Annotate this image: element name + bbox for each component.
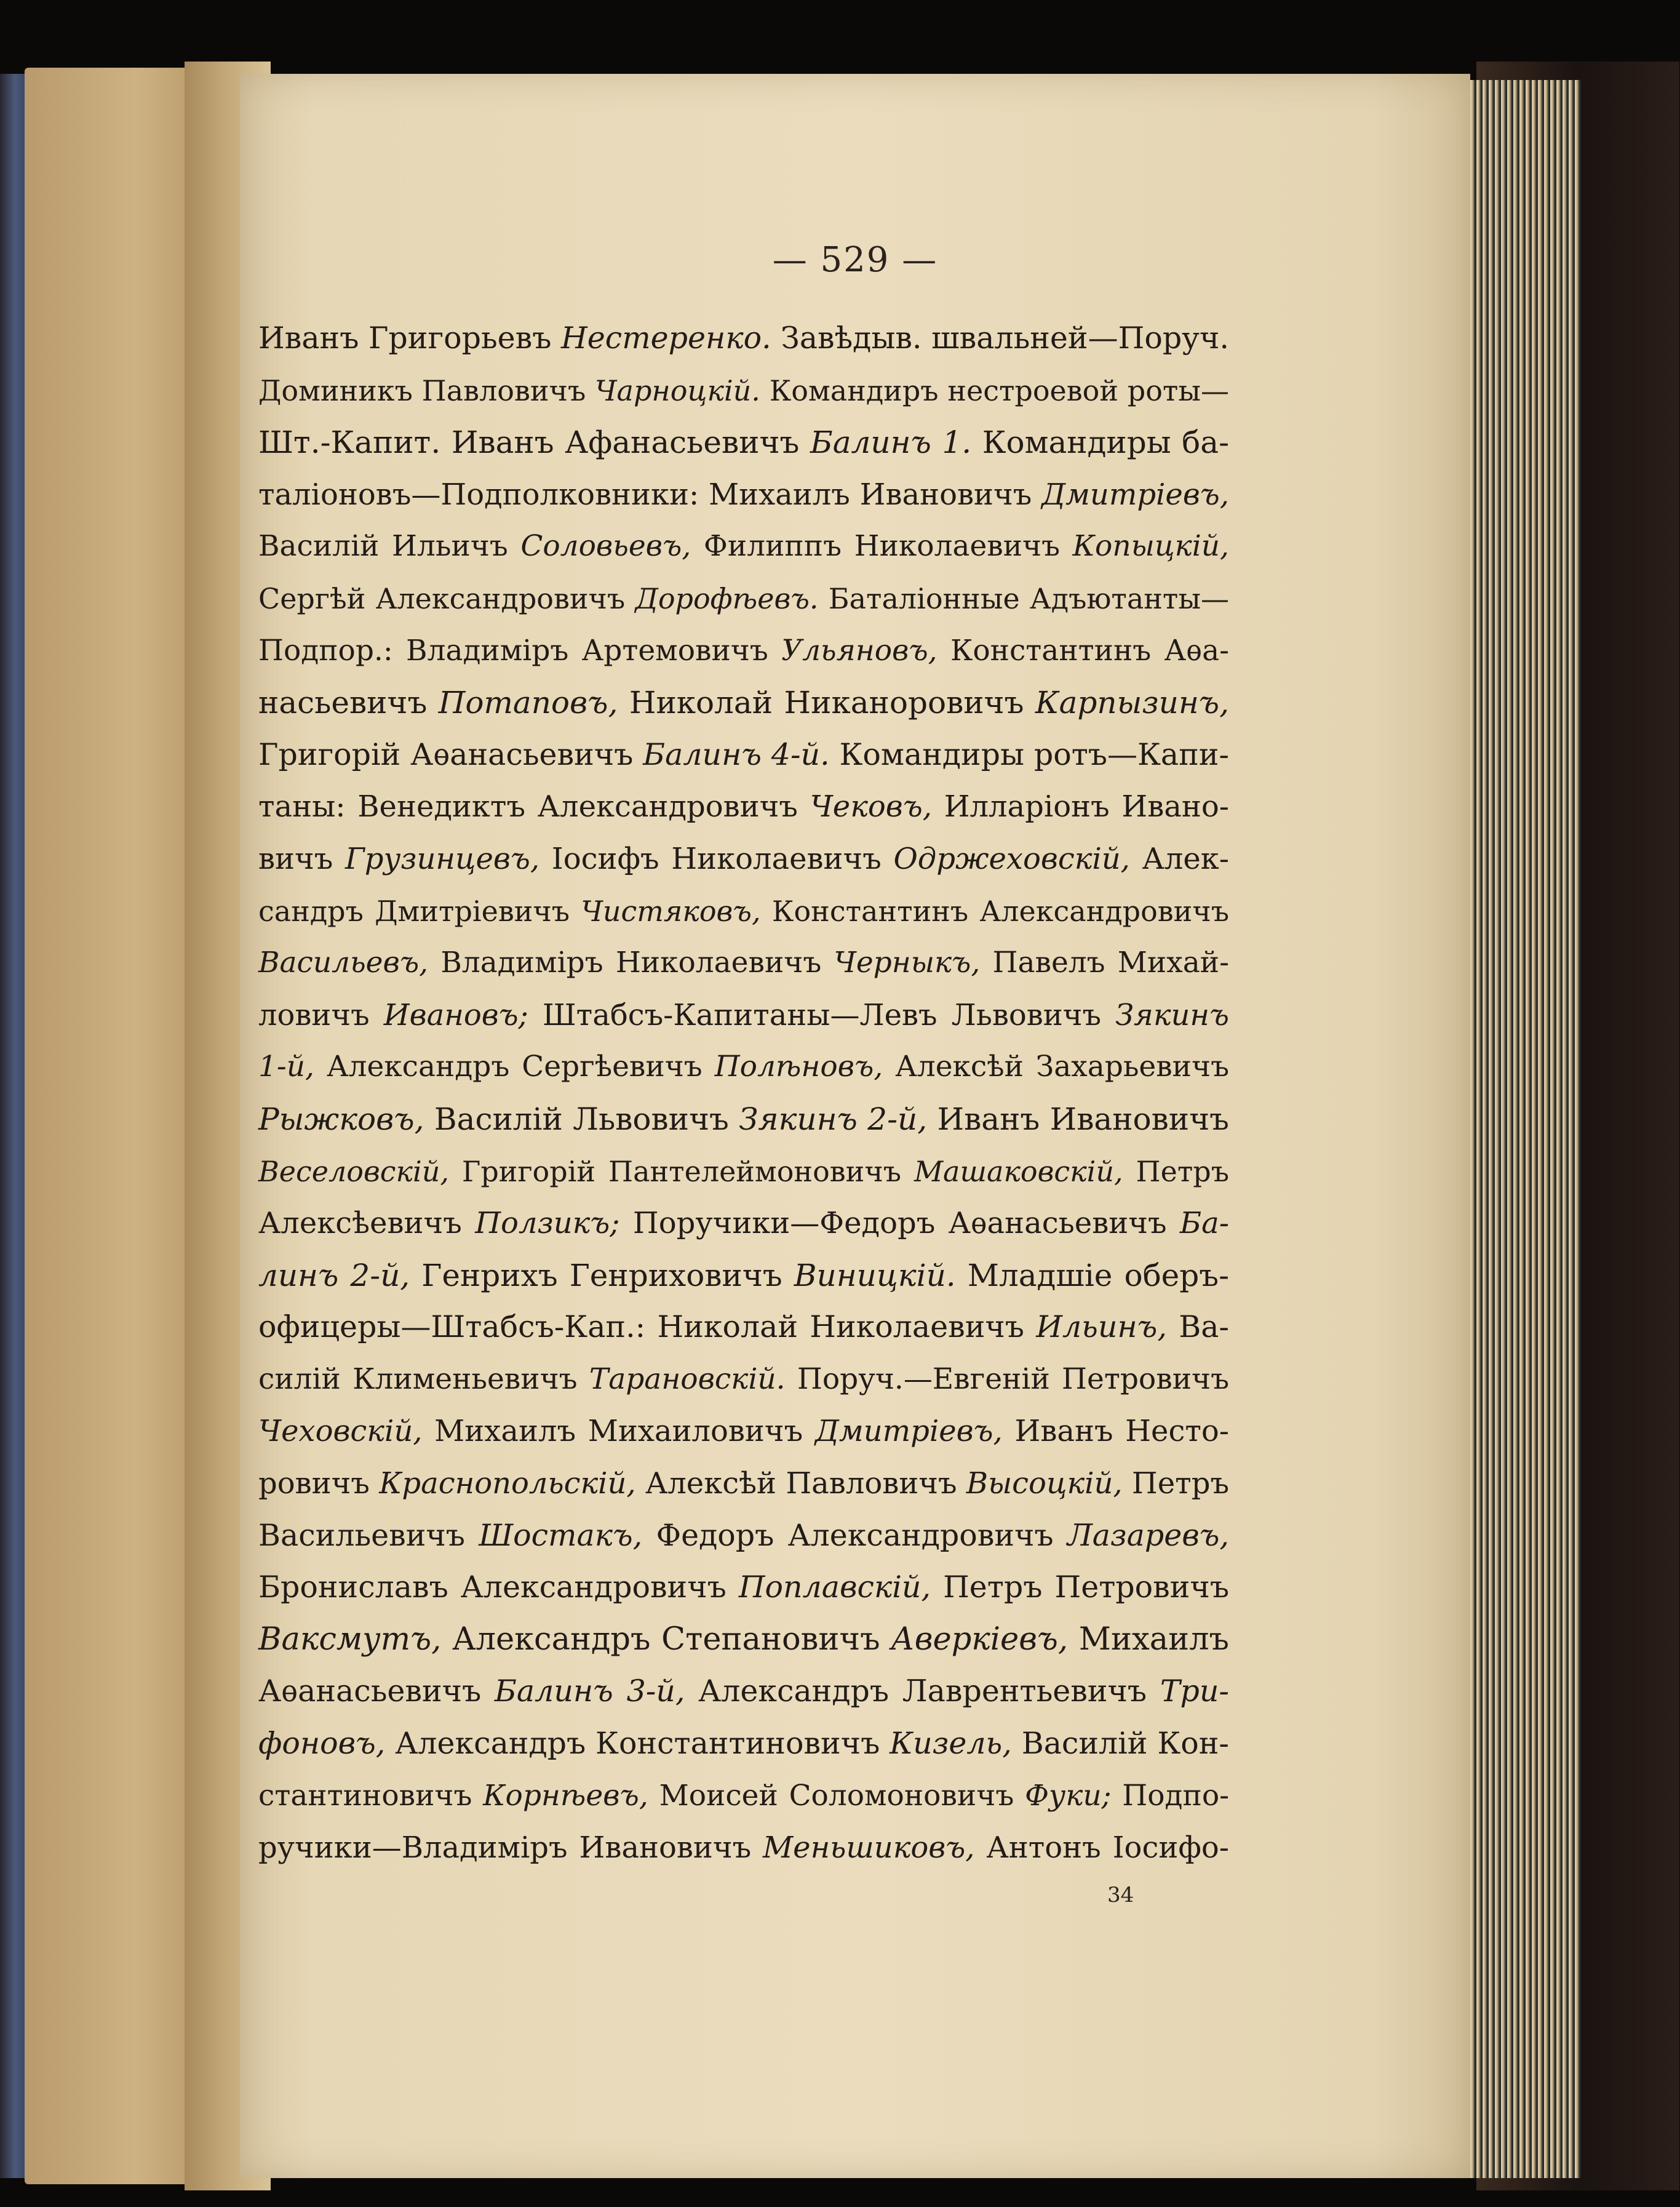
italic-name: 1-й,: [258, 1050, 314, 1084]
italic-name: Поплавскій,: [738, 1570, 931, 1605]
text-line: [258, 1197, 1229, 1250]
text-run: Илларіонъ Ивано-: [931, 789, 1230, 824]
text-run: сандръ Дмитріевичъ: [258, 894, 581, 928]
text-run: Константинъ Аѳа-: [937, 633, 1229, 668]
italic-name: Васильевъ,: [258, 946, 429, 980]
italic-name: Балинъ 4-й.: [643, 736, 830, 772]
italic-name: Чарноцкій.: [594, 373, 760, 407]
text-run: Сергѣй Александровичъ: [258, 581, 635, 615]
italic-name: Кизель,: [890, 1726, 1012, 1762]
italic-name: Ульяновъ,: [781, 633, 938, 668]
italic-name: Чеховскій,: [258, 1414, 423, 1449]
italic-name: Карпызинъ,: [1035, 685, 1229, 721]
text-line: [258, 417, 1229, 469]
text-run: Алексѣй Павловичъ: [635, 1466, 966, 1501]
italic-name: Корнѣевъ,: [483, 1778, 648, 1813]
italic-name: Рыжковъ,: [258, 1101, 424, 1137]
text-line: [258, 885, 1229, 938]
italic-name: Дмитріевъ,: [1041, 477, 1229, 512]
text-run: Ва-: [1166, 1309, 1229, 1345]
text-run: Младшіе оберъ-: [955, 1257, 1229, 1293]
text-run: Васильевичъ: [258, 1517, 479, 1553]
text-run: Филиппъ Николаевичъ: [691, 529, 1073, 564]
page-edges: [1458, 80, 1581, 2178]
text-run: Константинъ Александровичъ: [760, 894, 1230, 928]
italic-name: Шостакъ,: [479, 1517, 643, 1553]
text-line: [258, 1666, 1229, 1718]
text-run: Алексѣй Захарьевичъ: [883, 1050, 1229, 1084]
text-run: офицеры—Штабсъ-Кап.: Николай Николаевичъ: [258, 1309, 1037, 1345]
text-line: [258, 313, 1229, 365]
italic-name: Грузинцевъ,: [344, 841, 540, 876]
italic-name: Зякинъ: [1115, 997, 1230, 1032]
italic-name: Ваксмутъ,: [258, 1621, 442, 1658]
text-run: Штабсъ-Капитаны—Левъ Львовичъ: [528, 997, 1116, 1032]
italic-name: Краснопольскій,: [379, 1466, 636, 1501]
italic-name: Соловьевъ,: [520, 529, 691, 564]
italic-name: Нестеренко.: [561, 321, 771, 356]
text-run: Моисей Соломоновичъ: [648, 1778, 1025, 1813]
left-page-edge: [25, 68, 209, 2184]
text-run: Николай Никаноровичъ: [618, 685, 1035, 721]
text-line: [258, 1770, 1229, 1822]
text-run: таны: Венедиктъ Александровичъ: [258, 789, 810, 824]
italic-name: Виницкій.: [794, 1257, 956, 1293]
italic-name: Фуки;: [1025, 1778, 1112, 1813]
page-signature: 34: [1107, 1883, 1134, 1907]
text-run: Василій Кон-: [1011, 1726, 1229, 1762]
italic-name: Чековъ,: [810, 789, 932, 824]
italic-name: Ба-: [1179, 1206, 1229, 1241]
text-run: Баталіонные Адъютанты—: [818, 581, 1229, 615]
italic-name: Ильинъ,: [1036, 1309, 1167, 1345]
text-run: Алек-: [1129, 841, 1230, 876]
italic-name: Балинъ 3-й,: [494, 1674, 685, 1709]
text-run: Командиры ба-: [971, 425, 1229, 461]
italic-name: Машаковскій,: [914, 1154, 1123, 1188]
text-line: [258, 1093, 1229, 1146]
text-run: Федоръ Александровичъ: [642, 1517, 1067, 1553]
text-line: [258, 1250, 1229, 1302]
text-run: Григорій Пантелеймоновичъ: [448, 1154, 914, 1188]
italic-name: Дорофѣевъ.: [635, 581, 819, 615]
text-run: Владиміръ Николаевичъ: [428, 946, 834, 980]
text-run: Петръ: [1122, 1466, 1229, 1501]
text-line: [258, 677, 1229, 729]
italic-name: Меньшиковъ,: [763, 1830, 975, 1866]
text-run: Александръ Степановичъ: [441, 1621, 891, 1658]
text-line: [258, 1562, 1229, 1614]
text-run: Командиры ротъ—Капи-: [829, 736, 1229, 772]
italic-name: Три-: [1160, 1674, 1229, 1709]
text-run: Александръ Сергѣевичъ: [314, 1050, 715, 1084]
body-text: [258, 313, 1229, 1874]
italic-name: Полѣновъ,: [714, 1050, 883, 1084]
text-run: Шт.-Капит. Иванъ Афанасьевичъ: [258, 425, 810, 461]
italic-name: Ползикъ;: [475, 1206, 620, 1241]
text-run: Иванъ Григорьевъ: [258, 321, 562, 356]
italic-name: Дмитріевъ,: [814, 1414, 1003, 1449]
text-line: [258, 1354, 1229, 1406]
text-run: насьевичъ: [258, 685, 439, 721]
text-line: [258, 1301, 1229, 1354]
text-line: [258, 989, 1229, 1042]
text-line: [258, 1510, 1229, 1562]
text-run: Петръ Петровичъ: [931, 1570, 1229, 1605]
text-line: [258, 365, 1229, 417]
italic-name: Балинъ 1.: [810, 425, 972, 461]
text-run: Иванъ Ивановичъ: [927, 1101, 1229, 1137]
italic-name: Лазаревъ,: [1067, 1517, 1229, 1553]
text-run: Брониславъ Александровичъ: [258, 1570, 739, 1605]
text-line: [258, 1614, 1229, 1666]
text-line: [258, 1146, 1229, 1198]
text-line: [258, 469, 1229, 521]
text-run: Аѳанасьевичъ: [258, 1674, 495, 1709]
text-run: Михаилъ: [1068, 1621, 1229, 1658]
text-line: [258, 1041, 1229, 1093]
text-run: Иванъ Несто-: [1002, 1414, 1230, 1449]
text-run: Михаилъ Михаиловичъ: [422, 1414, 815, 1449]
text-run: Генрихъ Генриховичъ: [410, 1257, 794, 1293]
text-run: Подпо-: [1111, 1778, 1229, 1813]
text-run: ловичъ: [258, 997, 384, 1032]
text-run: Завѣдыв. швальней—Поруч.: [771, 321, 1229, 356]
italic-name: Черныкъ,: [834, 946, 981, 980]
text-run: Григорій Аѳанасьевичъ: [258, 736, 643, 772]
text-run: Командиръ нестроевой роты—: [760, 373, 1229, 407]
text-run: Александръ Константиновичъ: [385, 1726, 890, 1762]
text-run: Василій Львовичъ: [424, 1101, 739, 1137]
italic-name: Веселовскій,: [258, 1154, 449, 1188]
italic-name: Чистяковъ,: [581, 894, 761, 928]
italic-name: Ивановъ;: [383, 997, 528, 1032]
page-number: — 529 —: [772, 240, 938, 280]
text-line: [258, 833, 1229, 885]
text-run: вичъ: [258, 841, 345, 876]
text-run: Подпор.: Владиміръ Артемовичъ: [258, 633, 782, 668]
text-run: ручики—Владиміръ Ивановичъ: [258, 1830, 763, 1866]
text-line: [258, 1718, 1229, 1770]
text-line: [258, 573, 1229, 625]
italic-name: Потаповъ,: [438, 685, 618, 721]
text-run: Антонъ Іосифо-: [974, 1830, 1229, 1866]
text-run: таліоновъ—Подполковники: Михаилъ Ивановичъ: [258, 477, 1042, 512]
text-line: [258, 1405, 1229, 1458]
text-run: ровичъ: [258, 1466, 380, 1501]
text-run: Павелъ Михай-: [980, 946, 1229, 980]
text-run: Петръ: [1123, 1154, 1230, 1188]
text-line: [258, 1458, 1229, 1510]
text-line: [258, 781, 1229, 833]
italic-name: Тарановскій.: [589, 1362, 786, 1396]
text-run: Алексѣевичъ: [258, 1206, 476, 1241]
text-run: Александръ Лаврентьевичъ: [685, 1674, 1160, 1709]
text-run: Василій Ильичъ: [258, 529, 521, 564]
text-line: [258, 729, 1229, 781]
italic-name: Зякинъ 2-й,: [739, 1101, 928, 1137]
text-line: [258, 1822, 1229, 1874]
text-line: [258, 625, 1229, 677]
italic-name: Высоцкій,: [966, 1466, 1123, 1501]
text-line: [258, 521, 1229, 573]
italic-name: Одржеховскій,: [893, 841, 1130, 876]
italic-name: фоновъ,: [258, 1726, 386, 1762]
text-line: [258, 937, 1229, 989]
text-run: Іосифъ Николаевичъ: [539, 841, 894, 876]
text-run: Поручики—Федоръ Аѳанасьевичъ: [619, 1206, 1180, 1241]
italic-name: Копыцкій,: [1072, 529, 1229, 564]
text-run: Поруч.—Евгеній Петровичъ: [785, 1362, 1229, 1396]
italic-name: Аверкіевъ,: [891, 1621, 1069, 1658]
text-run: силій Клименьевичъ: [258, 1362, 589, 1396]
text-run: стантиновичъ: [258, 1778, 484, 1813]
text-run: Доминикъ Павловичъ: [258, 373, 595, 407]
italic-name: линъ 2-й,: [258, 1257, 410, 1293]
